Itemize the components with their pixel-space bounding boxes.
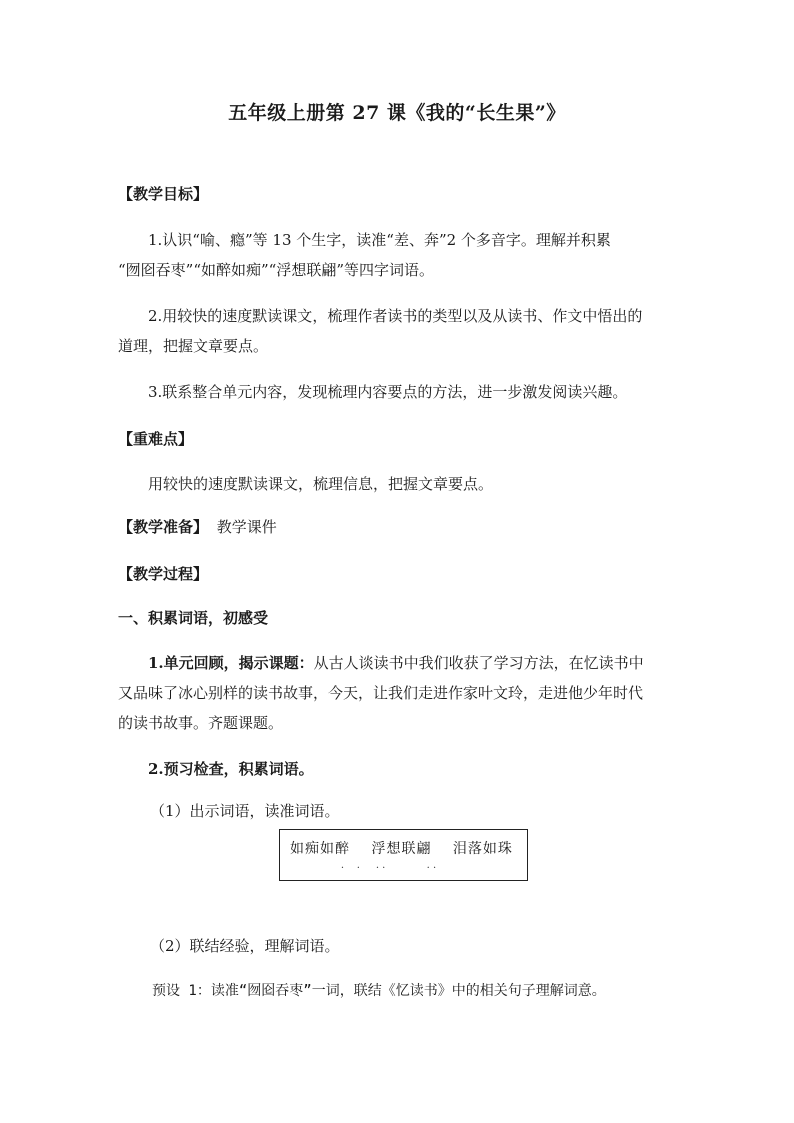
goal-1-line-2: “囫囵吞枣”“如醉如痴”“浮想联翩”等四字词语。 [118,261,435,279]
process-heading: 【教学过程】 [118,565,209,583]
goal-1-line-1: 1.认识“喻、瘾”等 13 个生字，读准“差、奔”2 个多音字。理解并积累 [148,231,611,249]
vocab-word: 浮想联翩 [371,841,432,857]
step-1-line-2: 又品味了冰心别样的读书故事，今天，让我们走进作家叶文玲，走进他少年时代 [118,684,644,702]
part-1-heading: 一、积累词语，初感受 [118,609,269,627]
step-1-line-3: 的读书故事。齐题课题。 [118,714,284,732]
vocab-box [279,829,528,881]
goal-2-line-2: 道理，把握文章要点。 [118,337,269,355]
step-1-text: 从古人谈读书中我们收获了学习方法，在忆读书中 [313,654,644,672]
prep-row [118,517,277,537]
sub-step-1: （1）出示词语，读准词语。 [150,802,340,820]
step-2-heading: 2.预习检查，积累词语。 [148,760,314,778]
goal-2-line-1: 2.用较快的速度默读课文，梳理作者读书的类型以及从读书、作文中悟出的 [148,307,643,325]
page-title: 五年级上册第 27 课《我的“长生果”》 [228,102,566,124]
emphasis-dots: . . . . . . [290,860,437,871]
key-points-text: 用较快的速度默读课文，梳理信息，把握文章要点。 [148,475,494,493]
prep-text: 教学课件 [216,518,277,536]
vocab-word: 泪落如珠 [452,841,513,857]
prep-heading: 【教学准备】 [118,518,209,536]
goal-3-line-1: 3.联系整合单元内容，发现梳理内容要点的方法，进一步激发阅读兴趣。 [148,383,628,401]
preset-1: 预设 1：读准“囫囵吞枣”一词，联结《忆读书》中的相关句子理解词意。 [152,983,606,999]
sub-step-2: （2）联结经验，理解词语。 [150,937,340,955]
step-1-label: 1.单元回顾，揭示课题： [148,654,314,672]
vocab-word: 如痴如醉 [290,841,350,857]
step-1-line-1 [148,653,644,673]
key-points-heading: 【重难点】 [118,430,194,448]
goals-heading: 【教学目标】 [118,185,209,203]
vocab-row [290,838,529,858]
